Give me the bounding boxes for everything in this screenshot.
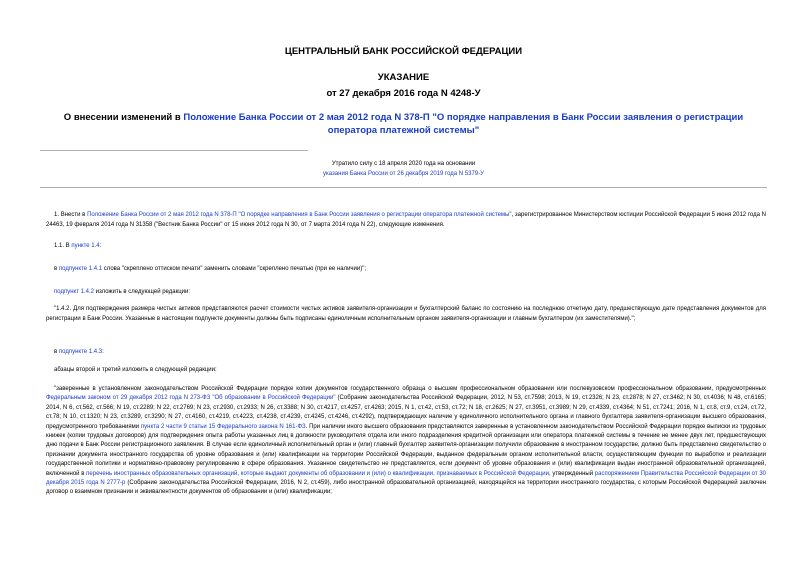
- title-regulation-link[interactable]: Положение Банка России от 2 мая 2012 года N 378-П "О порядке направления в Банк России заявления о регистрации оператора платежной системы": [183, 112, 744, 136]
- paragraph-subpoint-1-4-2: [54, 288, 766, 298]
- status-repeal-link[interactable]: указания Банка России от 26 декабря 2019 года N 5379-У: [323, 171, 484, 177]
- paragraph-1-1: [54, 242, 766, 252]
- paragraph-1: [46, 211, 766, 230]
- title-prefix: О внесении изменений в: [63, 112, 184, 123]
- p3-prefix: в: [54, 266, 59, 272]
- p1-regulation-link[interactable]: Положение Банка России от 2 мая 2012 года N 378-П "О порядке направления в Банк России заявления о регистрации оператора платежной системы": [87, 212, 512, 218]
- subpoint-1-4-3-link[interactable]: подпункте 1.4.3: [58, 349, 103, 355]
- law-161-fz-link[interactable]: пункта 2 части 9 статьи 15 Федерального закона N 161-ФЗ: [140, 423, 306, 430]
- divider-short: [40, 150, 308, 151]
- p1-rest: , зарегистрированное Министерством юстиции Российской Федерации 5 июня 2012 года N 24463, 19 февраля 2014 года N 31358 ("Вестник Банка России" от 15 июня 2012 года N 30, от 7 марта 2014 года N 22), следующие изменения.: [46, 212, 766, 228]
- p8-part-e: (Собрание законодательства Российской Федерации, 2016, N 2, ст.459), либо иностранной образовательной организацией, находящейся на территории иностранного государства, с которым Российской Федерацией заключен договор о взаимном признании и эквивалентности документов об образовании и (или) квалификации;: [46, 480, 766, 496]
- issuer-heading: ЦЕНТРАЛЬНЫЙ БАНК РОССИЙСКОЙ ФЕДЕРАЦИИ: [284, 46, 523, 57]
- p8-part-a: "заверенные в установленном законодательством Российской Федерации порядке копии документов государственного образца о высшем профессиональном образовании или послевузовском профессиональном образовании, предусмотренных: [54, 386, 766, 392]
- paragraph-subpoint-1-4-3: [54, 348, 766, 358]
- government-order-link[interactable]: распоряжением Правительства Российской Федерации от 30 декабря 2015 года N 2777-р: [46, 470, 766, 487]
- p8-part-b: (Собрание законодательства Российской Федерации, 2012, N 53, ст.7598; 2013, N 19, ст.2326; N 23, ст.2878; N 27, ст.3462; N 30, ст.4036; N 48, ст.6165; 2014, N 6, ст.562, ст.566; N 19, ст.2289; N 22, ст.2769; N 23, ст.2930, ст.2933; N 26, ст.3388; N 30, ст.4217, ст.4257, ст.4263; 2015, N 1, ст.42, ст.53, ст.72; N 18, ст.2625; N 27, ст.3951, ст.3989; N 29, ст.4339, ст.4364; N 51, ст.7241; 2016, N 1, ст.8, ст.9, ст.24, ст.72, ст.78; N 10, ст.1320; N 23, ст.3289, ст.3290; N 27, ст.4160, ст.4219, ст.4223, ст.4238, ст.4239, ст.4245, ст.4246, ст.4292), подтверждающих наличие у единоличного исполнительного органа и главного бухгалтера заявителя-организации высшего образования, предусмотренного требованиями: [46, 395, 767, 430]
- paragraph-new-text: [46, 385, 766, 498]
- p1-prefix: 1. Внести в: [54, 212, 88, 218]
- document-type: УКАЗАНИЕ: [377, 72, 430, 83]
- p8-part-d: , утвержденный: [549, 470, 595, 477]
- foreign-organizations-list-link[interactable]: перечень иностранных образовательных организаций, которые выдают документы об образовании и (или) о квалификации, признаваемых в Российской Федерации: [86, 470, 549, 477]
- status-note: Утратило силу с 18 апреля 2020 года на основании: [331, 161, 476, 167]
- paragraph-subpoint-1-4-1: [54, 265, 766, 275]
- point-1-4-link[interactable]: пункте 1.4: [71, 243, 100, 249]
- status-note-link-line: [0, 171, 807, 177]
- p2-suffix: :: [99, 243, 102, 249]
- p6-suffix: :: [102, 349, 104, 355]
- p6-prefix: в: [54, 349, 59, 355]
- subpoint-1-4-2-link[interactable]: подпункт 1.4.2: [54, 289, 94, 295]
- law-273-fz-link[interactable]: Федеральным законом от 29 декабря 2012 года N 273-ФЗ "Об образовании в Российской Федерации": [46, 395, 336, 402]
- document-date-number: от 27 декабря 2016 года N 4248-У: [326, 88, 481, 99]
- document-title: [40, 111, 767, 137]
- p2-prefix: 1.1. В: [54, 243, 72, 249]
- p8-part-c: . При наличии иного высшего образования представляются заверенные в установленном законодательством Российской Федерации порядке выписки из трудовых книжек (копии трудовых договоров) для подтверждения опыта работы указанных лиц в должности руководителя отдела или иного подразделения кредитной организации или оператора платежной системы в течение не менее двух лет, предшествующих дню подачи в Банк России регистрационного заявления. В случае если единоличный исполнительный орган и (или) главный бухгалтер заявителя-организации получили образование в иностранном государстве, должно быть представлено свидетельство о признании документа иностранного государства об уровне образования и (или) квалификации на территории Российской Федерации, выданное федеральным органом исполнительной власти, осуществляющим функции по выработке и реализации государственной политики и нормативно-правовому регулированию в сфере образования. Указанное свидетельство не представляется, если документ об уровне образования и (или) квалификации выдан иностранной образовательной организацией, включенной в: [46, 423, 766, 477]
- subpoint-1-4-1-link[interactable]: подпункте 1.4.1: [58, 266, 103, 272]
- p3-rest: слова "скреплено оттиском печати" заменить словами "скреплено печатью (при ее наличии)";: [102, 266, 367, 272]
- paragraph-abzacy: абзацы второй и третий изложить в следующей редакции:: [54, 367, 217, 373]
- paragraph-1-4-2-text: "1.4.2. Для подтверждения размера чистых активов представляются расчет стоимости чистых активов заявителя-организации и бухгалтерский баланс по состоянию на последнюю отчетную дату, предшествующую дате представления документов для регистрации в Банк России. Указанные в настоящем подпункте документы должны быть подписаны единоличным исполнительным органом заявителя-организации и главным бухгалтером (их заместителями).";: [46, 306, 766, 322]
- divider-full: [40, 187, 767, 188]
- p4-rest: изложить в следующей редакции:: [93, 289, 191, 295]
